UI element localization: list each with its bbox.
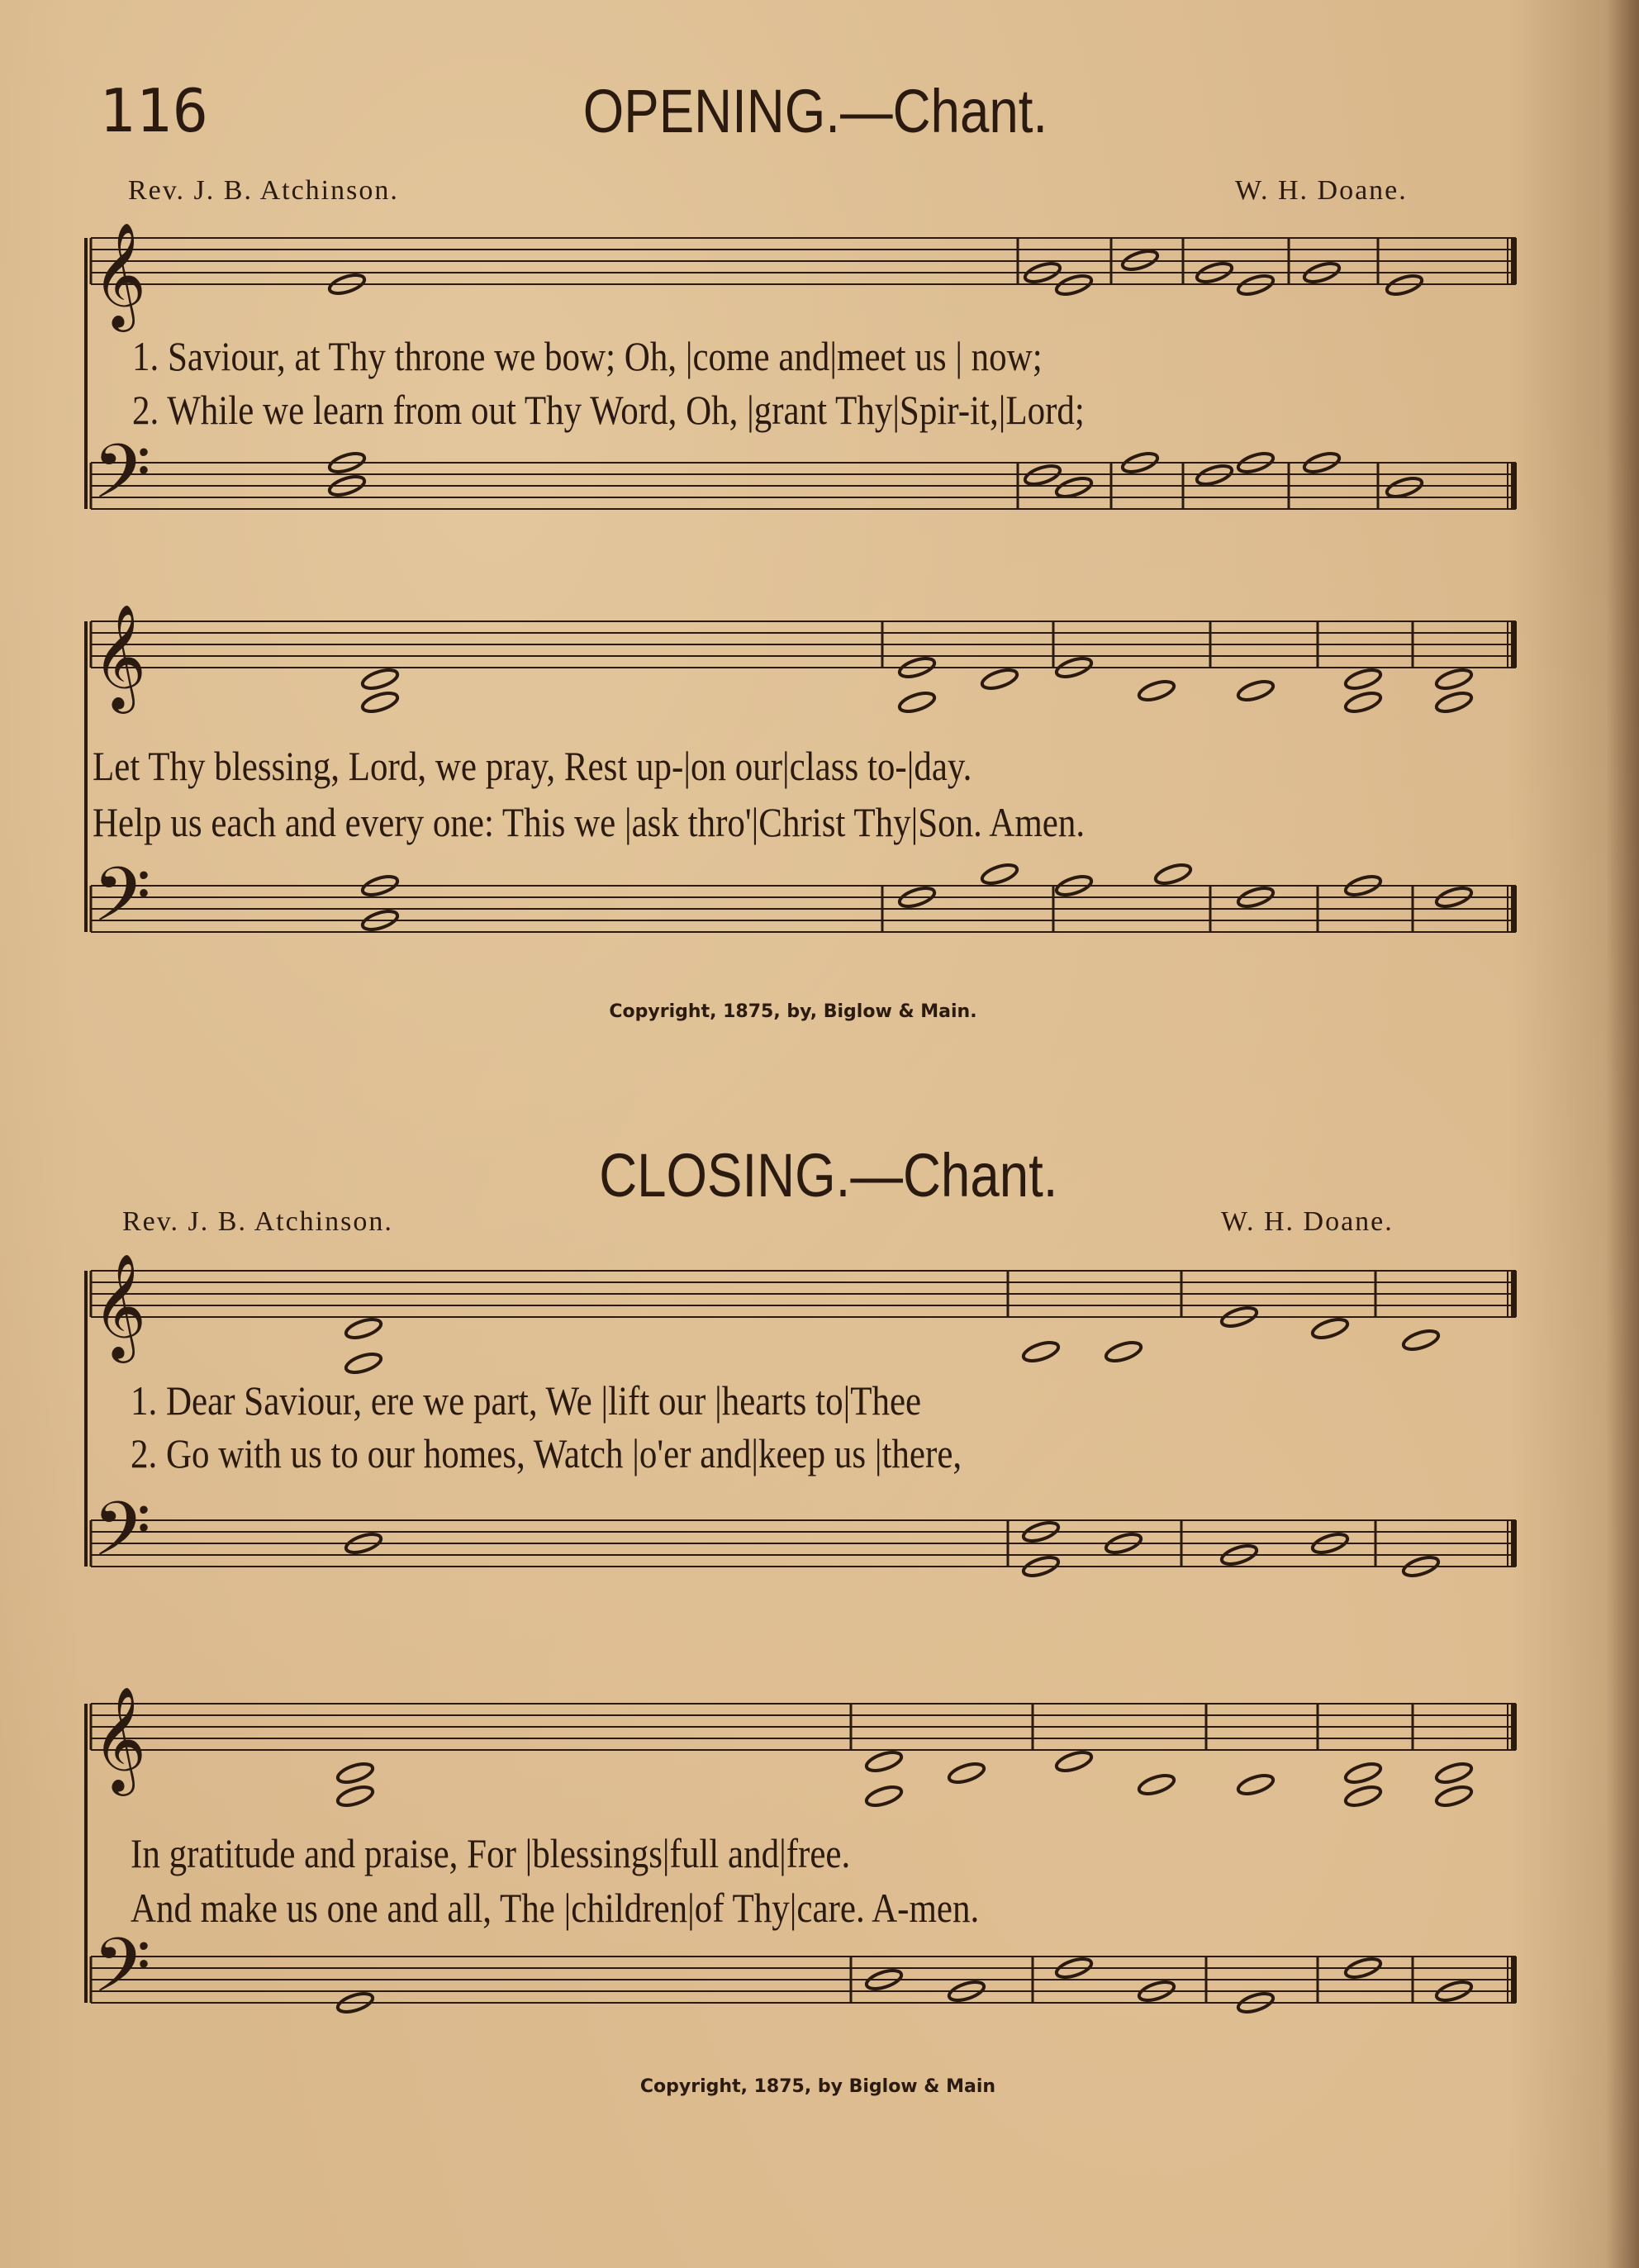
closing-note — [1137, 1772, 1176, 1798]
treble-clef: 𝄞 — [93, 221, 147, 327]
final-bar-thick — [1511, 238, 1517, 284]
closing-note — [864, 1784, 903, 1809]
staff-systems — [86, 221, 1517, 2028]
page-number: 116 — [99, 76, 210, 145]
final-bar-thick — [1511, 463, 1517, 509]
closing-lyric-line2-verse2: And make us one and all, The |children|of Thy|care. A-men. — [131, 1885, 980, 1931]
treble-clef: 𝄞 — [93, 1686, 147, 1791]
closing-note — [1104, 1339, 1143, 1365]
closing-note — [864, 1749, 903, 1775]
closing-note — [1343, 1784, 1382, 1809]
opening-copyright: Copyright, 1875, by, Biglow & Main. — [609, 1001, 977, 1022]
opening-treble-staff-2 — [91, 621, 1517, 668]
treble-clef: 𝄞 — [93, 1253, 147, 1358]
opening-note — [1236, 678, 1275, 704]
closing-note — [1021, 1339, 1060, 1365]
final-bar-thick — [1511, 1271, 1517, 1317]
closing-lyric-line2-verse1: In gratitude and praise, For |blessings|full and|free. — [131, 1830, 851, 1876]
opening-lyric-line1-verse1: 1. Saviour, at Thy throne we bow; Oh, |come and|meet us | now; — [132, 333, 1043, 379]
closing-lyricist: Rev. J. B. Atchinson. — [122, 1206, 393, 1237]
opening-note — [1434, 667, 1473, 692]
final-bar-thick — [1511, 1957, 1517, 2003]
closing-note — [1054, 1749, 1093, 1775]
bass-clef: 𝄢 — [93, 1922, 151, 2028]
closing-copyright: Copyright, 1875, by Biglow & Main — [639, 2076, 996, 2097]
opening-composer: W. H. Doane. — [1235, 175, 1408, 206]
bass-clef: 𝄢 — [93, 1486, 151, 1591]
bass-clef: 𝄢 — [93, 428, 151, 534]
opening-lyric-line1-verse2: 2. While we learn from out Thy Word, Oh, |grant Thy|Spir-it,|Lord; — [132, 387, 1085, 433]
opening-note — [1137, 678, 1176, 704]
opening-lyric-line2-verse1: Let Thy blessing, Lord, we pray, Rest up-|on our|class to-|day. — [93, 743, 972, 789]
closing-lyric-line1-verse2: 2. Go with us to our homes, Watch |o'er and|keep us |there, — [131, 1430, 962, 1476]
closing-note — [344, 1351, 382, 1376]
opening-bass-staff-1 — [91, 463, 1517, 509]
closing-title: CLOSING.—Chant. — [599, 1141, 1058, 1210]
closing-note — [335, 1761, 374, 1786]
closing-note — [335, 1784, 374, 1809]
treble-clef: 𝄞 — [93, 603, 147, 709]
opening-note — [360, 690, 399, 716]
final-bar-thick — [1511, 886, 1517, 932]
opening-note — [360, 667, 399, 692]
closing-bass-staff-2 — [91, 1957, 1517, 2003]
opening-lyric-line2-verse2: Help us each and every one: This we |ask thro'|Christ Thy|Son. Amen. — [93, 799, 1086, 845]
closing-composer: W. H. Doane. — [1221, 1206, 1394, 1237]
final-bar-thick — [1511, 1704, 1517, 1750]
bass-clef: 𝄢 — [93, 851, 151, 957]
closing-note — [1401, 1328, 1440, 1353]
opening-note — [980, 862, 1019, 887]
opening-note — [980, 667, 1019, 692]
final-bar-thick — [1511, 621, 1517, 668]
opening-note — [1434, 690, 1473, 716]
opening-note — [1153, 862, 1192, 887]
opening-note — [1343, 690, 1382, 716]
closing-treble-staff-2 — [91, 1704, 1517, 1750]
closing-note — [344, 1316, 382, 1342]
opening-note — [1054, 475, 1093, 501]
closing-note — [947, 1761, 986, 1786]
closing-note — [1343, 1761, 1382, 1786]
opening-title: OPENING.—Chant. — [582, 77, 1048, 145]
opening-lyricist: Rev. J. B. Atchinson. — [128, 175, 399, 206]
closing-treble-staff-1 — [91, 1271, 1517, 1317]
closing-note — [1310, 1316, 1349, 1342]
closing-note — [1434, 1784, 1473, 1809]
closing-note — [1434, 1761, 1473, 1786]
opening-note — [1385, 475, 1423, 501]
opening-note — [1343, 667, 1382, 692]
final-bar-thick — [1511, 1520, 1517, 1567]
closing-bass-staff-1 — [91, 1520, 1517, 1567]
closing-note — [1236, 1772, 1275, 1798]
opening-bass-staff-2 — [91, 886, 1517, 932]
opening-note — [897, 690, 936, 716]
closing-lyric-line1-verse1: 1. Dear Saviour, ere we part, We |lift our |hearts to|Thee — [131, 1377, 922, 1424]
